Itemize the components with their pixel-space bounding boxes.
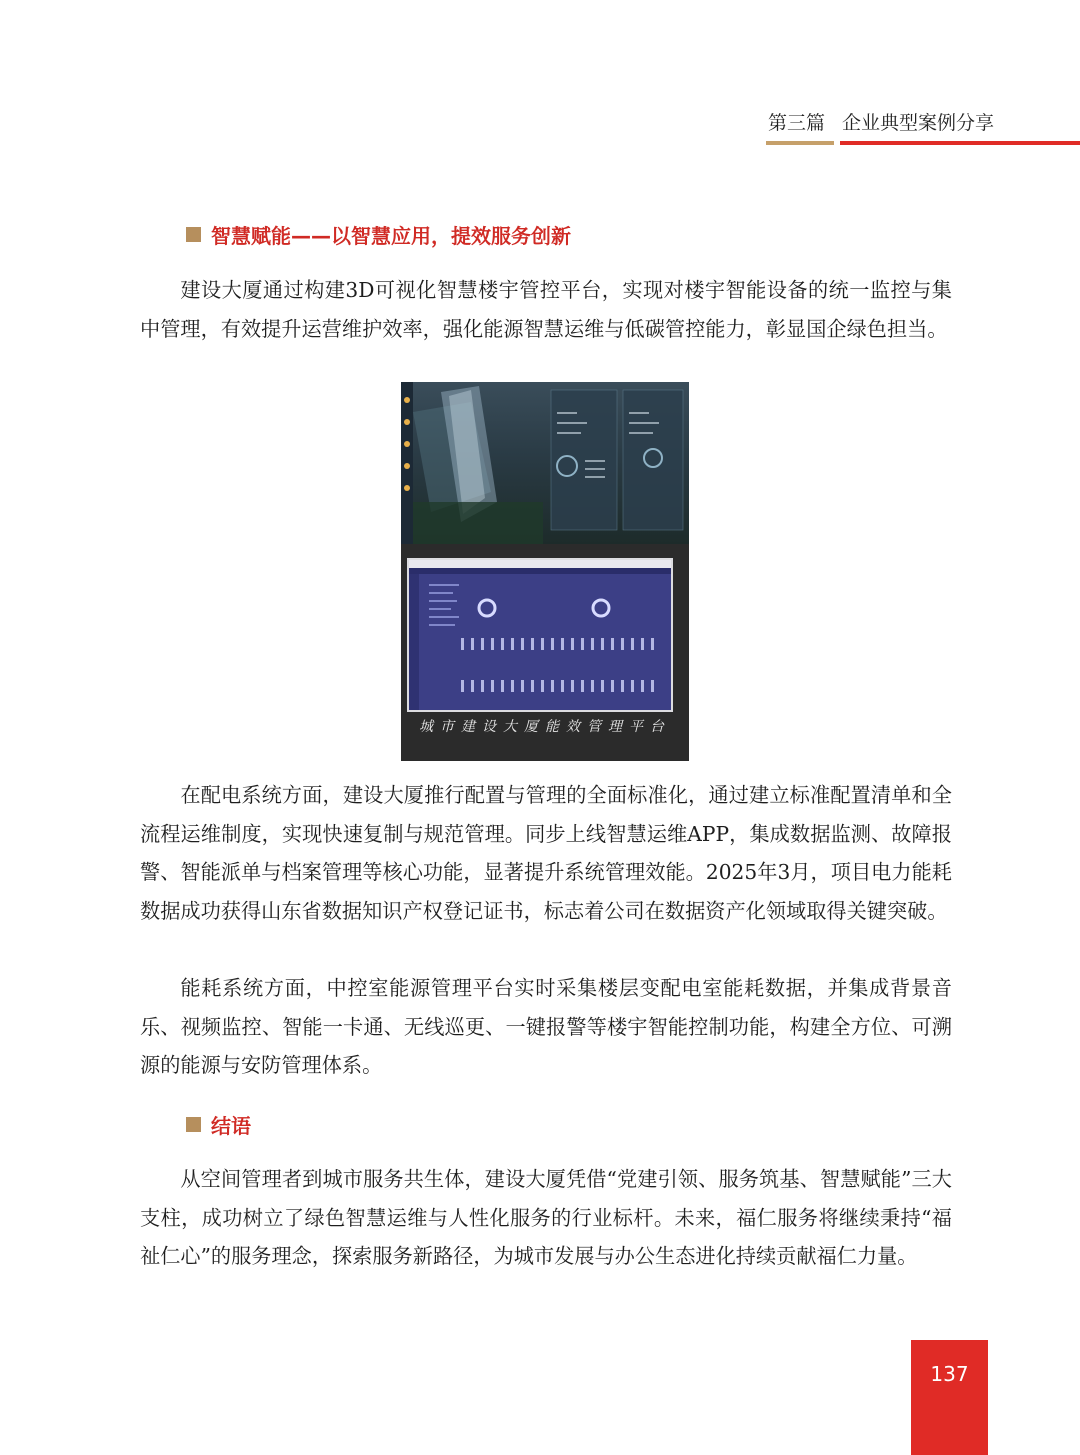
paragraph-power-distribution: 在配电系统方面，建设大厦推行配置与管理的全面标准化，通过建立标准配置清单和全流程运维制度，实现快速复制与规范管理。同步上线智慧运维APP，集成数据监测、故障报警、智能派单与档案管理等核心功能，显著提升系统管理效能。2025年3月，项目电力能耗数据成功获得山东省数据知识产权登记证书，标志着公司在数据资产化领域取得关键突破。	[140, 783, 952, 923]
paragraph-conclusion: 从空间管理者到城市服务共生体，建设大厦凭借“党建引领、服务筑基、智慧赋能”三大支柱，成功树立了绿色智慧运维与人性化服务的行业标杆。未来，福仁服务将继续秉持“福祉仁心”的服务理念，探索服务新路径，为城市发展与办公生态进化持续贡献福仁力量。	[140, 1167, 952, 1268]
header-title: 企业典型案例分享	[842, 112, 995, 134]
running-header	[766, 104, 1080, 146]
section-heading-text: 结语	[211, 1114, 251, 1138]
page-number-badge	[911, 1340, 988, 1455]
3d-building-visualization	[401, 382, 689, 544]
section-heading-smart	[186, 220, 571, 249]
energy-dashboard-screen	[407, 558, 673, 712]
paragraph-energy-system: 能耗系统方面，中控室能源管理平台实时采集楼层变配电室能耗数据，并集成背景音乐、视频监控、智能一卡通、无线巡更、一键报警等楼宇智能控制功能，构建全方位、可溯源的能源与安防管理体系。	[140, 976, 952, 1077]
header-underline-gold	[766, 141, 834, 145]
header-part-label: 第三篇	[768, 112, 826, 134]
platform-photo	[401, 382, 689, 761]
monitor-photo	[401, 544, 689, 761]
section-heading-conclusion	[186, 1110, 251, 1139]
heading-square-icon	[186, 227, 201, 242]
heading-square-icon	[186, 1117, 201, 1132]
paragraph-platform: 建设大厦通过构建3D可视化智慧楼宇管控平台，实现对楼宇智能设备的统一监控与集中管理，有效提升运营维护效率，强化能源智慧运维与低碳管控能力，彰显国企绿色担当。	[140, 278, 952, 341]
section-heading-text: 智慧赋能——以智慧应用，提效服务创新	[211, 224, 571, 248]
page-number: 137	[930, 1362, 969, 1386]
photo-caption: 城市建设大厦能效管理平台	[419, 719, 671, 735]
header-underline-red	[840, 141, 1080, 145]
